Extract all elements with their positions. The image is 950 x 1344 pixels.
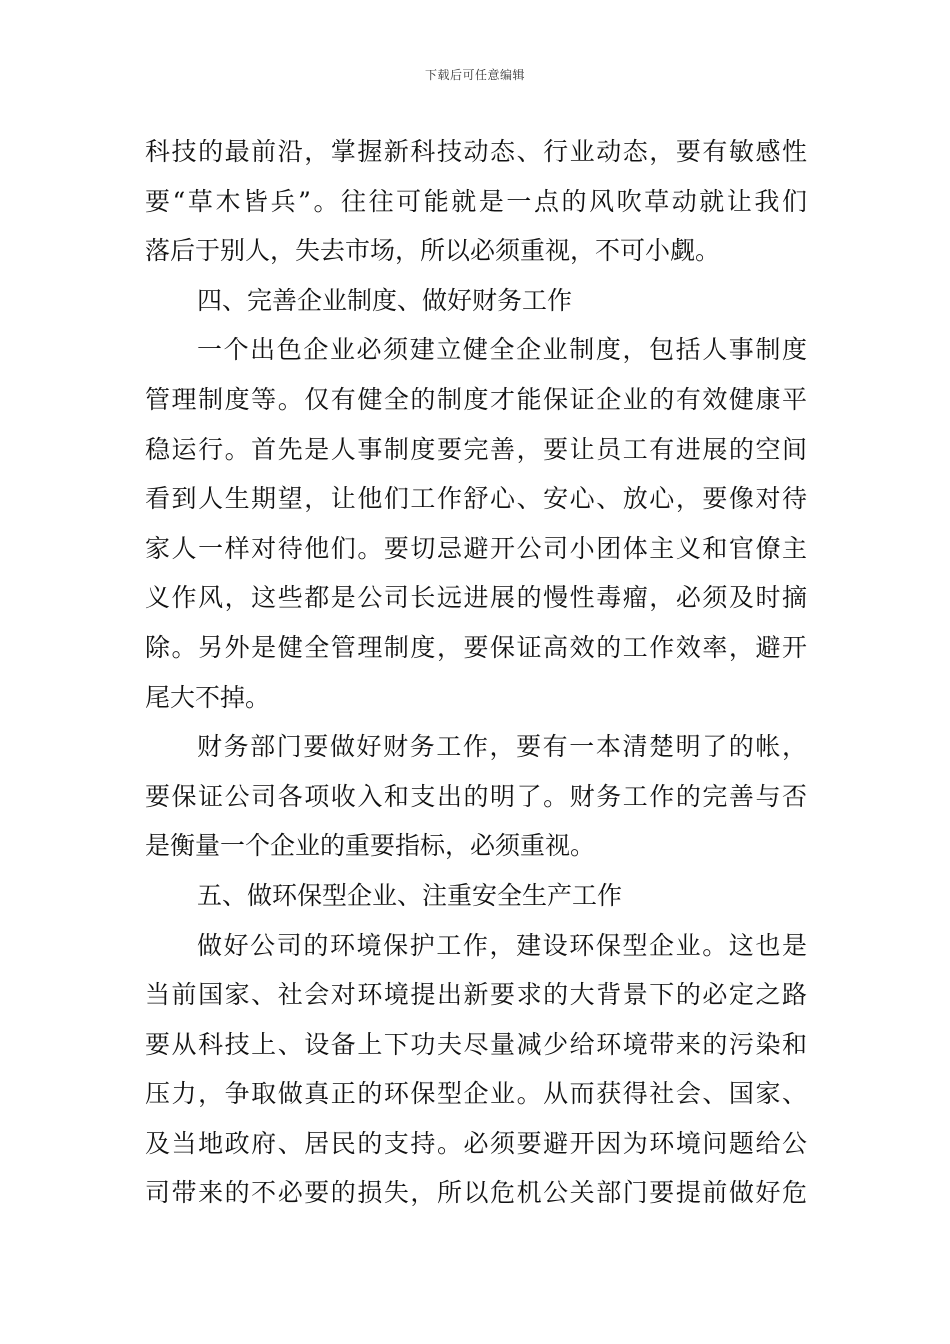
text-line: 是衡量一个企业的重要指标，必须重视。 xyxy=(145,831,596,861)
text-line: 压力，争取做真正的环保型企业。从而获得社会、国家、 xyxy=(145,1079,807,1109)
text-line: 要从科技上、设备上下功夫尽量减少给环境带来的污染和 xyxy=(145,1029,807,1059)
text-line: 管理制度等。仅有健全的制度才能保证企业的有效健康平 xyxy=(145,384,807,414)
text-line: 要保证公司各项收入和支出的明了。财务工作的完善与否 xyxy=(145,781,807,811)
text-line: 四、完善企业制度、做好财务工作 xyxy=(197,285,573,315)
text-line: 一个出色企业必须建立健全企业制度，包括人事制度 xyxy=(197,335,807,365)
page-header: 下载后可任意编辑 xyxy=(424,68,525,82)
text-line: 落后于别人，失去市场，所以必须重视，不可小觑。 xyxy=(145,236,721,266)
text-line: 家人一样对待他们。要切忌避开公司小团体主义和官僚主 xyxy=(145,533,807,563)
text-line: 稳运行。首先是人事制度要完善，要让员工有进展的空间 xyxy=(145,434,807,464)
text-line: 做好公司的环境保护工作，建设环保型企业。这也是 xyxy=(197,930,807,960)
text-line: 财务部门要做好财务工作，要有一本清楚明了的帐， xyxy=(197,732,807,762)
text-line: 当前国家、社会对环境提出新要求的大背景下的必定之路 xyxy=(145,980,807,1010)
text-line: 尾大不掉。 xyxy=(145,682,271,712)
text-line: 要“草木皆兵”。往往可能就是一点的风吹草动就让我们 xyxy=(145,186,807,216)
text-line: 除。另外是健全管理制度，要保证高效的工作效率，避开 xyxy=(145,632,807,662)
text-line: 司带来的不必要的损失，所以危机公关部门要提前做好危 xyxy=(145,1178,807,1208)
document-body xyxy=(145,127,807,1218)
text-line: 科技的最前沿，掌握新科技动态、行业动态，要有敏感性 xyxy=(145,137,807,166)
text-line: 义作风，这些都是公司长远进展的慢性毒瘤，必须及时摘 xyxy=(145,583,807,613)
text-line: 及当地政府、居民的支持。必须要避开因为环境问题给公 xyxy=(145,1128,807,1158)
text-line: 看到人生期望，让他们工作舒心、安心、放心，要像对待 xyxy=(145,484,807,514)
text-line: 五、做环保型企业、注重安全生产工作 xyxy=(197,880,623,910)
